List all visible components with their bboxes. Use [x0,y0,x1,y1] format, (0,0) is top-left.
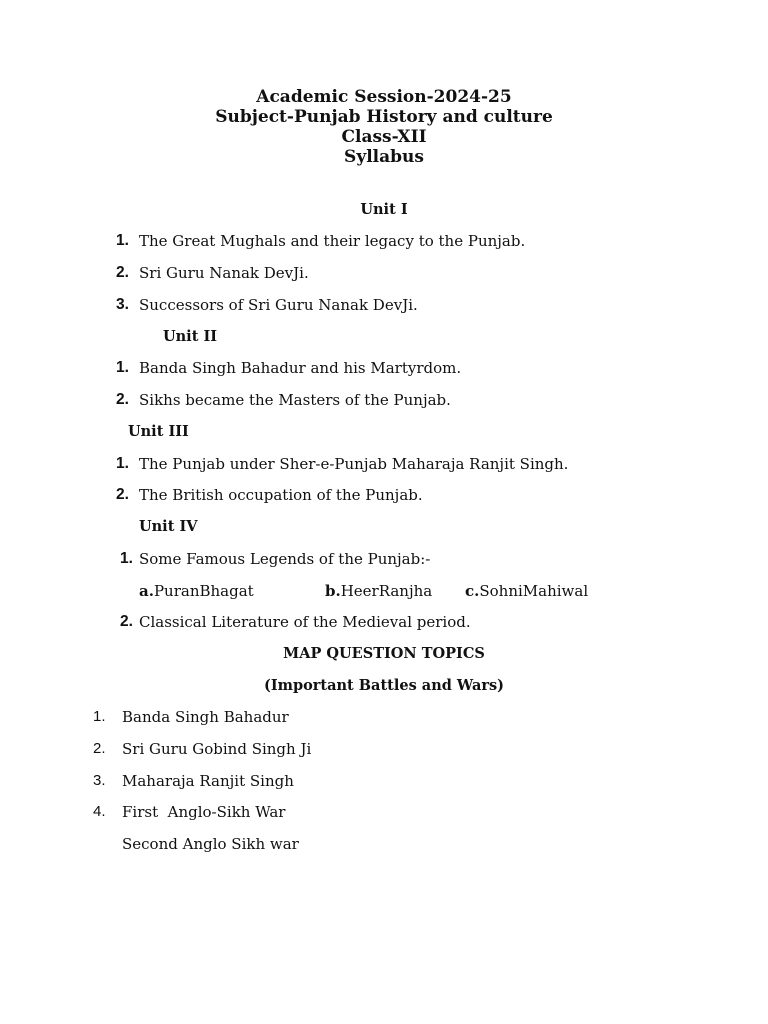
list-number: 4. [93,803,106,820]
list-item: The British occupation of the Punjab. [139,486,423,504]
list-item: Classical Literature of the Medieval period. [139,613,471,631]
legend-text: PuranBhagat [153,582,254,600]
list-number: 3. [116,296,129,313]
map-subheading: (Important Battles and Wars) [263,677,504,694]
list-number: 2. [120,613,133,630]
list-number: 2. [116,486,129,503]
list-item: Successors of Sri Guru Nanak DevJi. [139,296,418,314]
list-number: 2. [93,740,106,757]
list-item: Some Famous Legends of the Punjab:- [139,550,431,568]
list-item: The Great Mughals and their legacy to the Punjab. [139,232,526,250]
list-number: 1. [120,550,133,567]
syllabus-title: Syllabus [344,147,424,167]
list-item: Sri Guru Gobind Singh Ji [122,740,312,758]
list-item: Banda Singh Bahadur [122,708,289,726]
unit-heading: Unit II [163,328,218,345]
list-number: 1. [93,708,106,725]
list-item: Second Anglo Sikh war [122,835,299,853]
list-number: 1. [116,359,129,376]
legend-item [139,581,254,601]
legend-item [465,581,588,601]
list-number: 2. [116,264,129,281]
list-number: 1. [116,232,129,249]
list-item: Banda Singh Bahadur and his Martyrdom. [139,359,462,377]
list-number: 1. [116,455,129,472]
session-title: Academic Session-2024-25 [256,87,512,107]
subject-title: Subject-Punjab History and culture [215,107,553,127]
legend-text: HeerRanjha [340,582,433,600]
list-item: Maharaja Ranjit Singh [122,772,294,790]
list-number: 3. [93,772,106,789]
list-number: 2. [116,391,129,408]
legend-letter: c. [465,582,480,600]
legend-text: SohniMahiwal [479,582,589,600]
legend-letter: a. [139,582,154,600]
unit-heading: Unit I [360,201,408,218]
list-item: The Punjab under Sher-e-Punjab Maharaja Ranjit Singh. [139,455,569,473]
unit-heading: Unit III [128,423,189,440]
legend-item [325,581,432,601]
class-title: Class-XII [341,127,427,147]
unit-heading: Unit IV [139,518,198,535]
list-item: Sri Guru Nanak DevJi. [139,264,309,282]
list-item: Sikhs became the Masters of the Punjab. [139,391,451,409]
map-heading: MAP QUESTION TOPICS [283,645,485,662]
legend-letter: b. [325,582,341,600]
list-item: First Anglo-Sikh War [122,803,286,821]
